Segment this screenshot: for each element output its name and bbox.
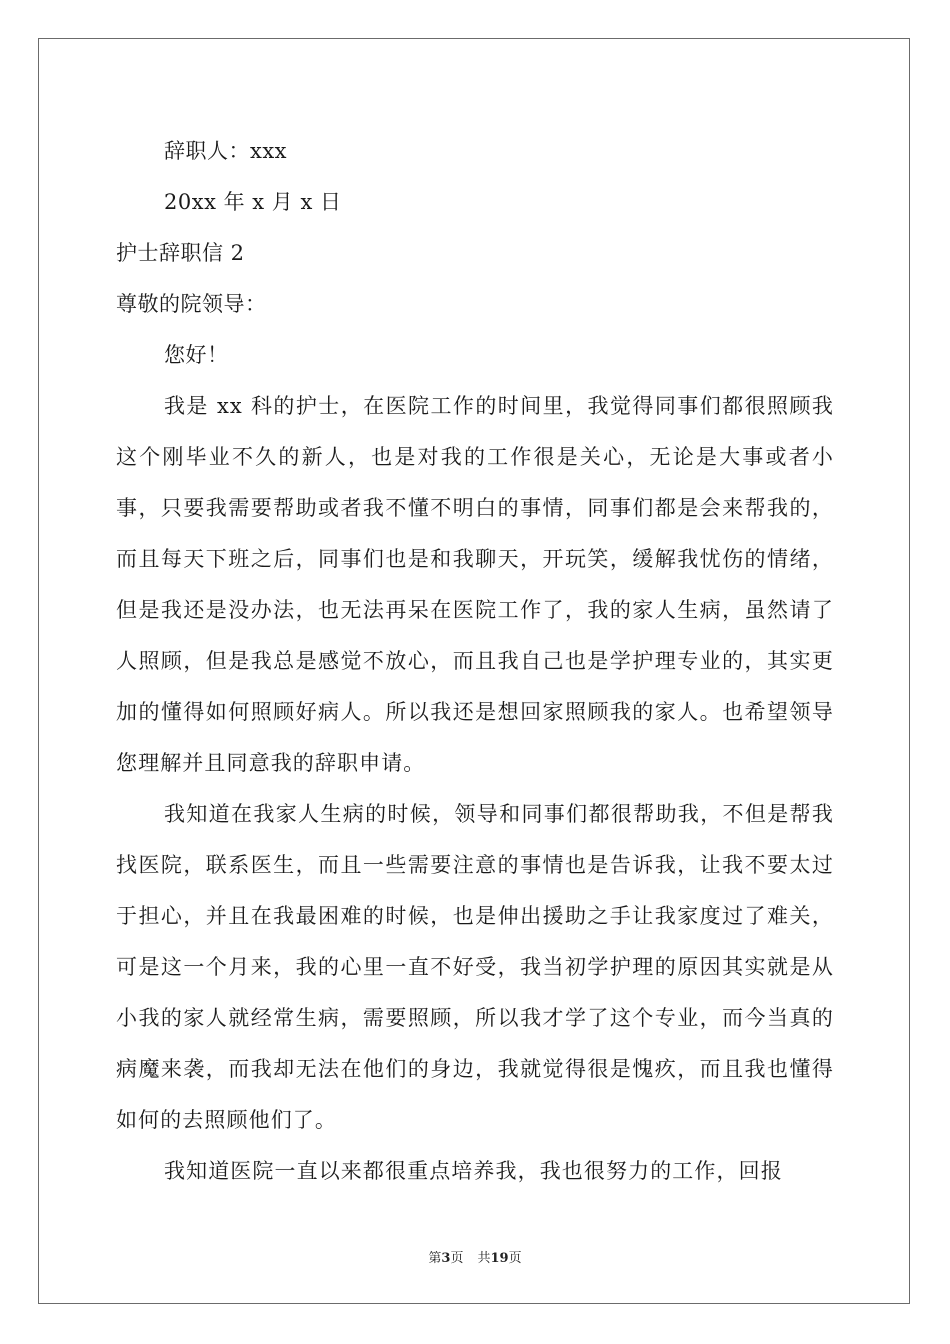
total-prefix: 共 xyxy=(477,1251,491,1266)
current-page-number: 3 xyxy=(441,1251,451,1266)
greeting: 您好！ xyxy=(164,343,229,367)
total-page-number: 19 xyxy=(490,1251,509,1266)
letter-title: 护士辞职信 2 xyxy=(116,241,245,265)
total-suffix: 页 xyxy=(508,1251,522,1266)
document-body xyxy=(116,126,834,1197)
signature-line: 辞职人：xxx xyxy=(164,139,288,163)
body-paragraph-3: 我知道医院一直以来都很重点培养我，我也很努力的工作，回报 xyxy=(164,1159,783,1183)
body-paragraph-2: 我知道在我家人生病的时候，领导和同事们都很帮助我，不但是帮我找医院，联系医生，而且一些需要注意的事情也是告诉我，让我不要太过于担心，并且在我最困难的时候，也是伸出援助之手让我家度过了难关，可是这一个月来，我的心里一直不好受，我当初学护理的原因其实就是从小我的家人就经常生病，需要照顾，所以我才学了这个专业，而今当真的病魔来袭，而我却无法在他们的身边，我就觉得很是愧疚，而且我也懂得如何的去照顾他们了。 xyxy=(116,802,834,1132)
page-prefix: 第 xyxy=(428,1251,442,1266)
page-footer xyxy=(0,1247,950,1266)
salutation: 尊敬的院领导： xyxy=(116,292,267,316)
body-paragraph-1: 我是 xx 科的护士，在医院工作的时间里，我觉得同事们都很照顾我这个刚毕业不久的新人，也是对我的工作很是关心，无论是大事或者小事，只要我需要帮助或者我不懂不明白的事情，同事们都是会来帮我的，而且每天下班之后，同事们也是和我聊天，开玩笑，缓解我忧伤的情绪，但是我还是没办法，也无法再呆在医院工作了，我的家人生病，虽然请了人照顾，但是我总是感觉不放心，而且我自己也是学护理专业的，其实更加的懂得如何照顾好病人。所以我还是想回家照顾我的家人。也希望领导您理解并且同意我的辞职申请。 xyxy=(116,394,834,775)
date-line: 20xx 年 x 月 x 日 xyxy=(164,190,342,214)
page-suffix: 页 xyxy=(450,1251,464,1266)
